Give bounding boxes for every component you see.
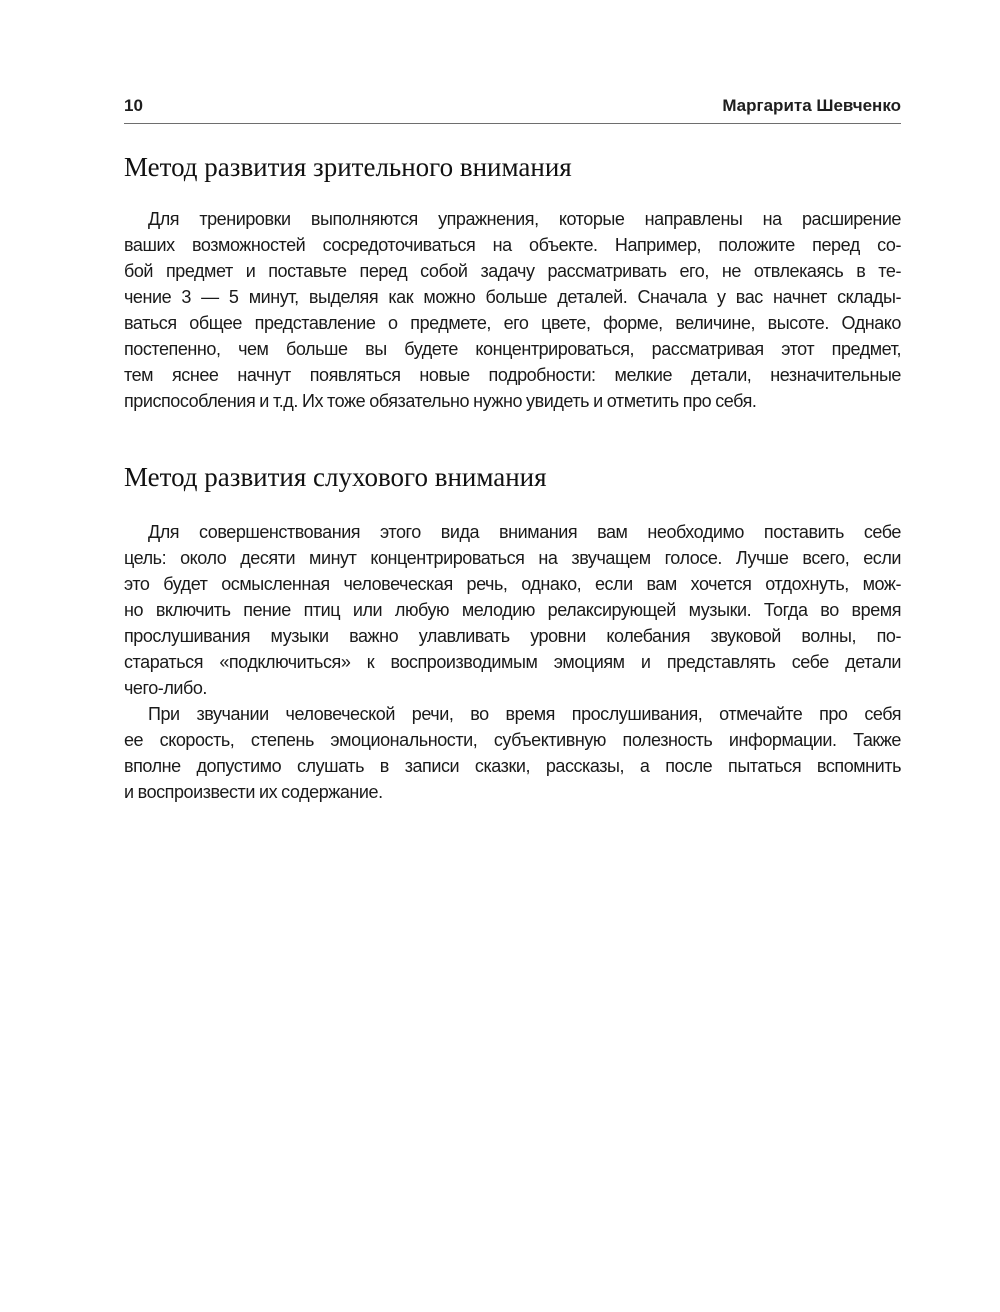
paragraph-auditory-attention-1: [124, 519, 901, 701]
paragraph-visual-attention: [124, 206, 901, 414]
text-line: Для тренировки выполняются упражнения, которые направлены на расширение: [148, 209, 901, 229]
text-line: и воспроизвести их содержание.: [124, 782, 383, 802]
text-line: чего-либо.: [124, 678, 207, 698]
page-number: 10: [124, 96, 143, 115]
header-divider: [124, 123, 901, 124]
paragraph-auditory-attention-2: [124, 701, 901, 805]
text-line: ее скорость, степень эмоциональности, субъективную полезность информации. Также: [124, 730, 901, 750]
text-line: приспособления и т.д. Их тоже обязательно нужно увидеть и отметить про себя.: [124, 391, 757, 411]
text-line: ваших возможностей сосредоточиваться на объекте. Например, положите перед со-: [124, 235, 901, 255]
text-line: прослушивания музыки важно улавливать уровни колебания звуковой волны, по-: [124, 626, 901, 646]
text-line: но включить пение птиц или любую мелодию релаксирующей музыки. Тогда во время: [124, 600, 901, 620]
text-line: бой предмет и поставьте перед собой задачу рассматривать его, не отвлекаясь в те-: [124, 261, 901, 281]
section-title-auditory-attention: Метод развития слухового внимания: [124, 462, 547, 492]
text-line: Для совершенствования этого вида внимания вам необходимо поставить себе: [148, 522, 901, 542]
author-name: Маргарита Шевченко: [722, 96, 901, 115]
text-line: стараться «подключиться» к воспроизводимым эмоциям и представлять себе детали: [124, 652, 901, 672]
text-line: чение 3 — 5 минут, выделяя как можно больше деталей. Сначала у вас начнет склады-: [124, 287, 901, 307]
section-title-visual-attention: Метод развития зрительного внимания: [124, 152, 572, 182]
text-line: ваться общее представление о предмете, его цвете, форме, величине, высоте. Однако: [124, 313, 901, 333]
text-line: это будет осмысленная человеческая речь, однако, если вам хочется отдохнуть, мож-: [124, 574, 901, 594]
text-line: При звучании человеческой речи, во время прослушивания, отмечайте про себя: [148, 704, 901, 724]
text-line: постепенно, чем больше вы будете концентрироваться, рассматривая этот предмет,: [124, 339, 901, 359]
running-header: [124, 96, 901, 120]
text-line: вполне допустимо слушать в записи сказки, рассказы, а после пытаться вспомнить: [124, 756, 901, 776]
text-line: цель: около десяти минут концентрироваться на звучащем голосе. Лучше всего, если: [124, 548, 901, 568]
text-line: тем яснее начнут появляться новые подробности: мелкие детали, незначительные: [124, 365, 901, 385]
